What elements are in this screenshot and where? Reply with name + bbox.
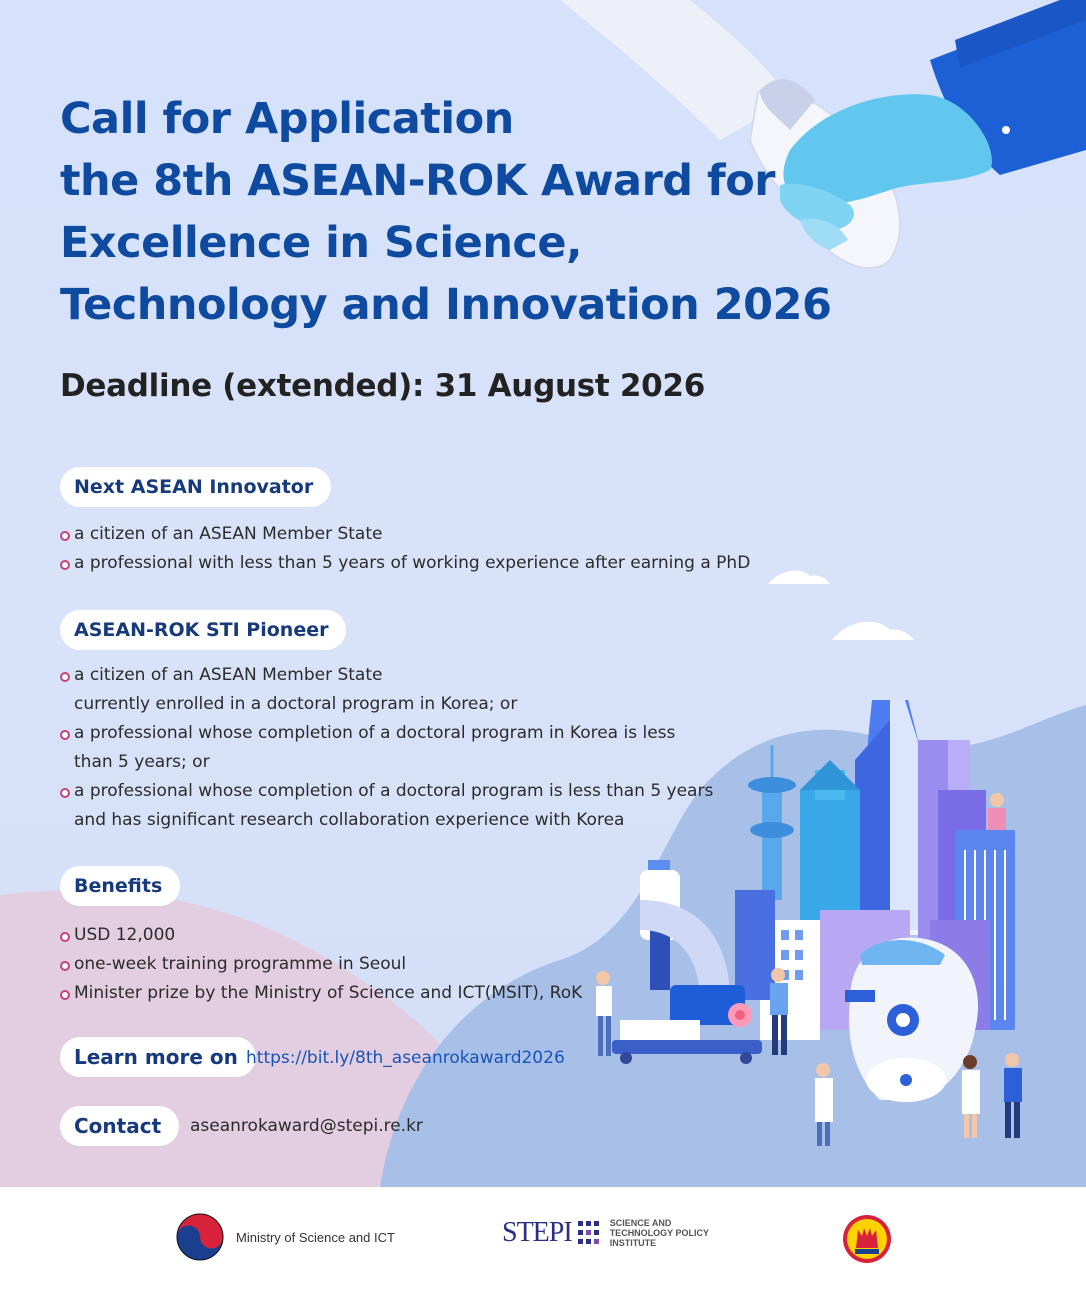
title-line: Excellence in Science, <box>60 218 582 268</box>
stepi-fullname-line: INSTITUTE <box>609 1238 657 1248</box>
list-item: a professional with less than 5 years of working experience after earning a PhD <box>60 549 750 578</box>
deadline-text: Deadline (extended): 31 August 2026 <box>60 368 705 404</box>
title-line: Call for Application <box>60 94 514 144</box>
asean-emblem-icon <box>842 1214 892 1264</box>
stepi-wordmark: STEPI <box>502 1217 572 1248</box>
title-line: Technology and Innovation 2026 <box>60 280 832 330</box>
list-item: than 5 years; or <box>74 752 210 772</box>
list-item: currently enrolled in a doctoral program in Korea; or <box>74 694 518 714</box>
stepi-fullname-line: TECHNOLOGY POLICY <box>609 1228 710 1238</box>
page-title <box>60 88 832 336</box>
section-heading-benefits: Benefits <box>60 866 180 906</box>
stepi-logo <box>502 1217 760 1249</box>
list-item: a professional whose completion of a doctoral program in Korea is less <box>60 719 713 748</box>
contact-email[interactable]: aseanrokaward@stepi.re.kr <box>190 1116 423 1136</box>
section-heading-pioneer: ASEAN-ROK STI Pioneer <box>60 610 346 650</box>
list-item: USD 12,000 <box>60 921 582 950</box>
list-item: a citizen of an ASEAN Member State <box>60 520 750 549</box>
contact-label: Contact <box>60 1106 179 1146</box>
list-item: and has significant research collaboration experience with Korea <box>74 810 625 830</box>
cloud <box>768 570 830 584</box>
msit-name: Ministry of Science and ICT <box>236 1229 395 1245</box>
learn-more-label: Learn more on <box>60 1037 256 1077</box>
title-line: the 8th ASEAN-ROK Award for <box>60 156 775 206</box>
cloud <box>832 622 914 640</box>
asean-logo <box>842 1214 892 1269</box>
section-heading-innovator: Next ASEAN Innovator <box>60 467 331 507</box>
benefits-list <box>60 921 582 1008</box>
list-item: a citizen of an ASEAN Member State <box>60 661 713 690</box>
stepi-fullname-line: SCIENCE AND <box>609 1218 672 1228</box>
list-item: Minister prize by the Ministry of Science and ICT(MSIT), RoK <box>60 979 582 1008</box>
innovator-criteria-list <box>60 520 750 578</box>
stepi-fullname <box>610 1218 760 1248</box>
pioneer-criteria-list <box>60 661 713 835</box>
list-item: one-week training programme in Seoul <box>60 950 582 979</box>
msit-logo <box>176 1213 395 1261</box>
list-item: a professional whose completion of a doctoral program is less than 5 years <box>60 777 713 806</box>
taegeuk-icon <box>176 1213 224 1261</box>
learn-more-link[interactable]: https://bit.ly/8th_aseanrokaward2026 <box>246 1048 565 1068</box>
footer <box>0 1187 1086 1297</box>
stepi-dots-icon <box>578 1221 600 1245</box>
